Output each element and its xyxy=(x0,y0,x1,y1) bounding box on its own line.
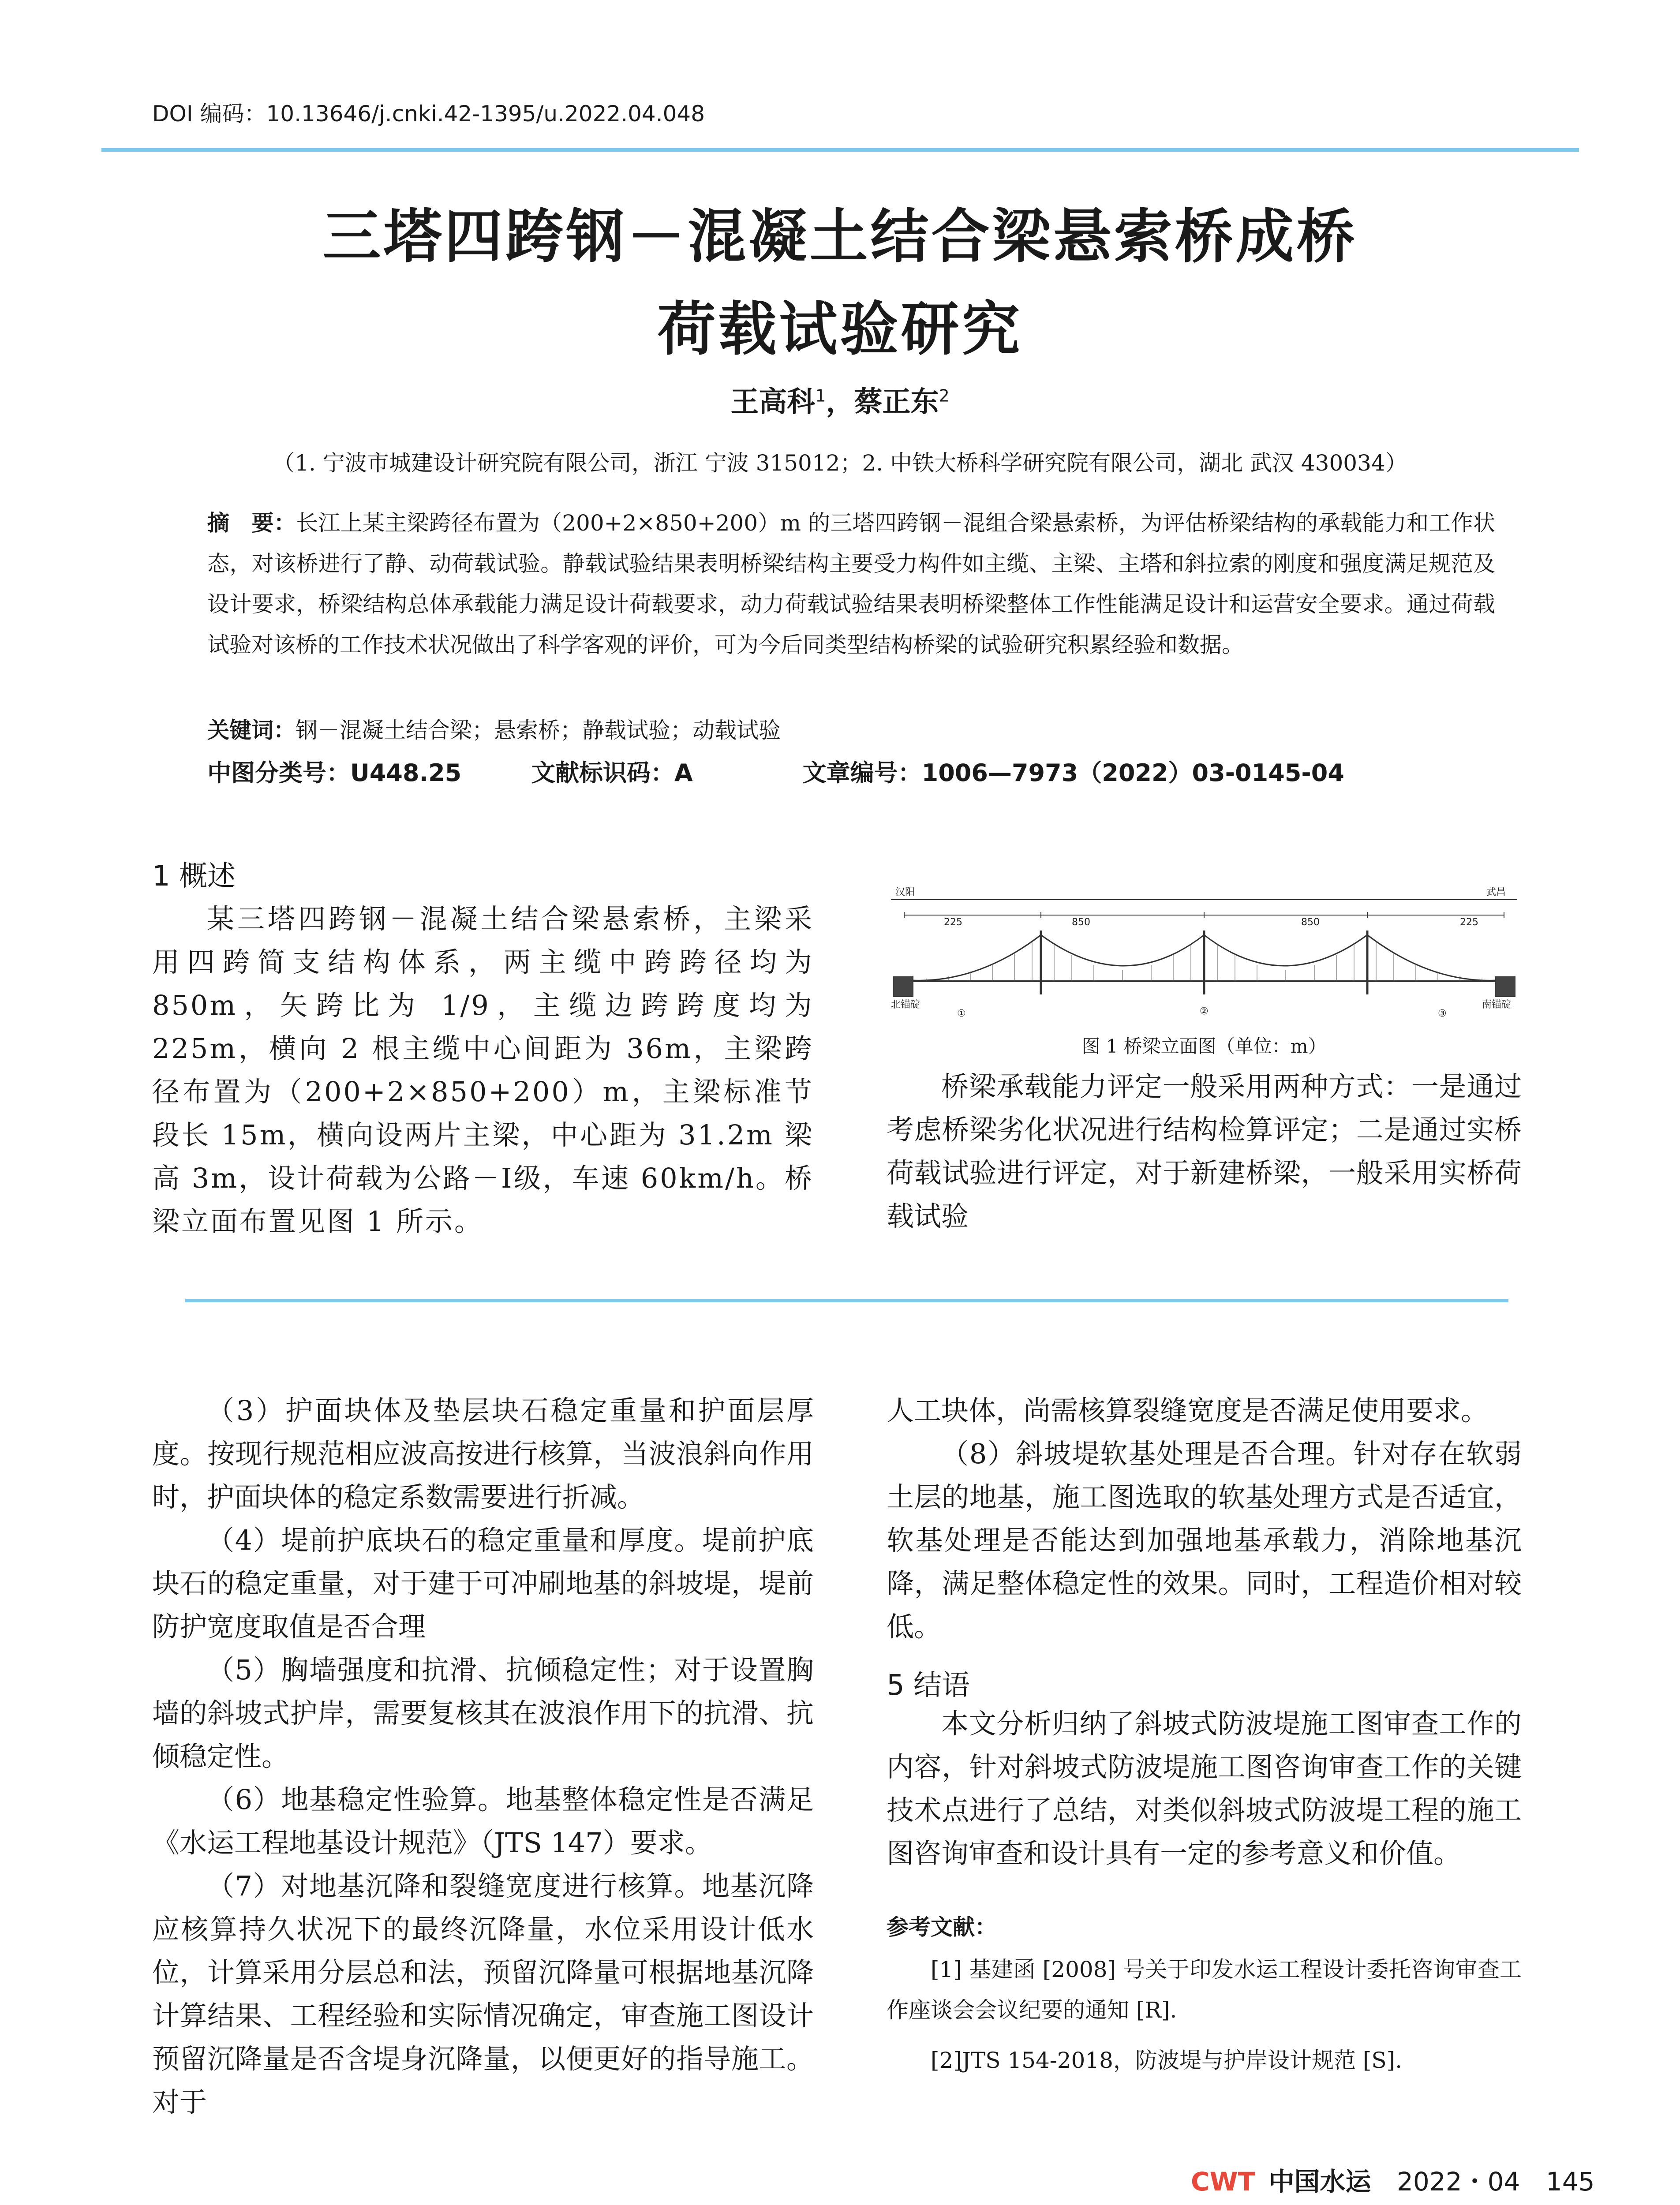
lower-left-column xyxy=(152,1389,814,2124)
classification-line xyxy=(207,754,1495,788)
section-5-heading: 5 结语 xyxy=(887,1669,970,1702)
span-label-2: 850 xyxy=(1072,917,1090,928)
span-label-3: 850 xyxy=(1301,917,1320,928)
page-number: 145 xyxy=(1545,2167,1595,2197)
header-rule xyxy=(101,148,1579,152)
section-1-text: 某三塔四跨钢－混凝土结合梁悬索桥，主梁采用四跨简支结构体系，两主缆中跨跨径均为 850m，矢跨比为 1/9，主缆边跨跨度均为 225m，横向 2 根主缆中心间距为 36m，主梁跨径布置为（200+2×850+200）m，主梁标准节段长 15m，横向设两片主梁，中心距为 31.2m 梁高 3m，设计荷载为公路－Ⅰ级，车速 60km/h。桥梁立面布置见图 1 所示。 xyxy=(152,903,814,1237)
item-7-continued: 人工块体，尚需核算裂缝宽度是否满足使用要求。 xyxy=(887,1394,1489,1427)
author-1-affil: 1 xyxy=(815,386,826,406)
author-sep: ， xyxy=(826,386,854,419)
pier-label-2: ② xyxy=(1200,1006,1209,1017)
abstract xyxy=(207,503,1495,665)
pier-label-1: ① xyxy=(957,1008,966,1019)
bridge-elevation-drawing xyxy=(887,882,1522,1023)
keywords xyxy=(207,710,1495,751)
doc-label: 文献标识码： xyxy=(531,759,675,787)
section-5-text: 本文分析归纳了斜坡式防波堤施工图审查工作的内容，针对斜坡式防波堤施工图咨询审查工作的关键技术点进行了总结，对类似斜坡式防波堤工程的施工图咨询审查和设计具有一定的参考意义和价值。 xyxy=(887,1708,1522,1869)
figure-1 xyxy=(887,882,1522,1023)
doi-line: DOI 编码：10.13646/j.cnki.42-1395/u.2022.04.048 xyxy=(152,101,705,127)
authors xyxy=(0,379,1680,420)
abstract-text: 长江上某主梁跨径布置为（200+2×850+200）m 的三塔四跨钢－混组合梁悬索桥，为评估桥梁结构的承载能力和工作状态，对该桥进行了静、动荷载试验。静载试验结果表明桥梁结构主要受力构件如主缆、主梁、主塔和斜拉索的刚度和强度满足规范及设计要求，桥梁结构总体承载能力满足设计荷载要求，动力荷载试验结果表明桥梁整体工作性能满足设计和运营安全要求。通过荷载试验对该桥的工作技术状况做出了科学客观的评价，可为今后同类型结构桥梁的试验研究积累经验和数据。 xyxy=(207,510,1496,658)
reference-2: [2]JTS 154-2018，防波堤与护岸设计规范 [S]. xyxy=(931,2048,1402,2073)
item-3: （3）护面块体及垫层块石稳定重量和护面层厚度。按现行规范相应波高按进行核算，当波浪斜向作用时，护面块体的稳定系数需要进行折减。 xyxy=(152,1394,814,1513)
article-label: 文章编号： xyxy=(802,759,922,787)
author-1: 王高科 xyxy=(730,386,816,419)
references-list xyxy=(887,1949,1522,2090)
section-1-para-2-text: 桥梁承载能力评定一般采用两种方式：一是通过考虑桥梁劣化状况进行结构检算评定；二是通过实桥荷载试验进行评定，对于新建桥梁，一般采用实桥荷载试验 xyxy=(887,1070,1522,1232)
article-value: 1006—7973（2022）03-0145-04 xyxy=(921,759,1344,787)
item-7: （7）对地基沉降和裂缝宽度进行核算。地基沉降应核算持久状况下的最终沉降量，水位采用设计低水位，计算采用分层总和法，预留沉降量可根据地基沉降计算结果、工程经验和实际情况确定，审查施工图设计预留沉降量是否含堤身沉降量，以便更好的指导施工。对于 xyxy=(152,1870,814,2118)
item-6: （6）地基稳定性验算。地基整体稳定性是否满足《水运工程地基设计规范》（JTS 147）要求。 xyxy=(152,1783,814,1859)
footer xyxy=(1191,2161,1595,2198)
author-2-affil: 2 xyxy=(939,386,950,406)
clc-value: U448.25 xyxy=(350,759,462,787)
reference-1: [1] 基建函 [2008] 号关于印发水运工程设计委托咨询审查工作座谈会会议纪要的通知 [R]. xyxy=(887,1957,1522,2023)
clc-label: 中图分类号： xyxy=(207,759,350,787)
section-divider xyxy=(185,1299,1508,1302)
section-5-body xyxy=(887,1702,1522,1875)
abstract-label: 摘 要： xyxy=(207,510,296,536)
label-right-city: 武昌 xyxy=(1486,887,1506,898)
doc-value: A xyxy=(674,759,693,787)
item-4: （4）堤前护底块石的稳定重量和厚度。堤前护底块石的稳定重量，对于建于可冲刷地基的斜坡堤，堤前防护宽度取值是否合理 xyxy=(152,1524,814,1643)
label-south-anchor: 南锚碇 xyxy=(1482,999,1512,1010)
label-left-city: 汉阳 xyxy=(895,887,915,898)
label-north-anchor: 北锚碇 xyxy=(891,999,920,1010)
journal-name: 中国水运 xyxy=(1268,2167,1371,2197)
keywords-label: 关键词： xyxy=(207,718,296,743)
figure-1-caption: 图 1 桥梁立面图（单位：m） xyxy=(1081,1035,1327,1057)
journal-logo: CWT xyxy=(1191,2167,1256,2197)
author-2: 蔡正东 xyxy=(854,386,939,419)
item-8: （8）斜坡堤软基处理是否合理。针对存在软弱土层的地基，施工图选取的软基处理方式是否适宜，软基处理是否能达到加强地基承载力，消除地基沉降，满足整体稳定性的效果。同时，工程造价相对较低。 xyxy=(887,1438,1522,1643)
keywords-text: 钢－混凝土结合梁；悬索桥；静载试验；动载试验 xyxy=(296,718,781,743)
affiliations: （1. 宁波市城建设计研究院有限公司，浙江 宁波 315012；2. 中铁大桥科学研究院有限公司，湖北 武汉 430034） xyxy=(273,450,1407,476)
span-label-4: 225 xyxy=(1460,917,1478,928)
span-label-1: 225 xyxy=(944,917,962,928)
paper-title-line1: 三塔四跨钢－混凝土结合梁悬索桥成桥 xyxy=(322,202,1358,271)
paper-title-line2: 荷载试验研究 xyxy=(657,295,1023,363)
item-5: （5）胸墙强度和抗滑、抗倾稳定性；对于设置胸墙的斜坡式护岸，需要复核其在波浪作用下的抗滑、抗倾稳定性。 xyxy=(152,1654,814,1772)
section-1-heading: 1 概述 xyxy=(152,860,236,893)
references-label: 参考文献： xyxy=(887,1914,997,1940)
pier-label-3: ③ xyxy=(1438,1008,1447,1019)
issue-number: 2022・04 xyxy=(1397,2167,1520,2197)
section-1-para-1 xyxy=(152,897,814,1243)
section-1-para-2 xyxy=(887,1065,1522,1238)
lower-right-column xyxy=(887,1389,1522,1648)
